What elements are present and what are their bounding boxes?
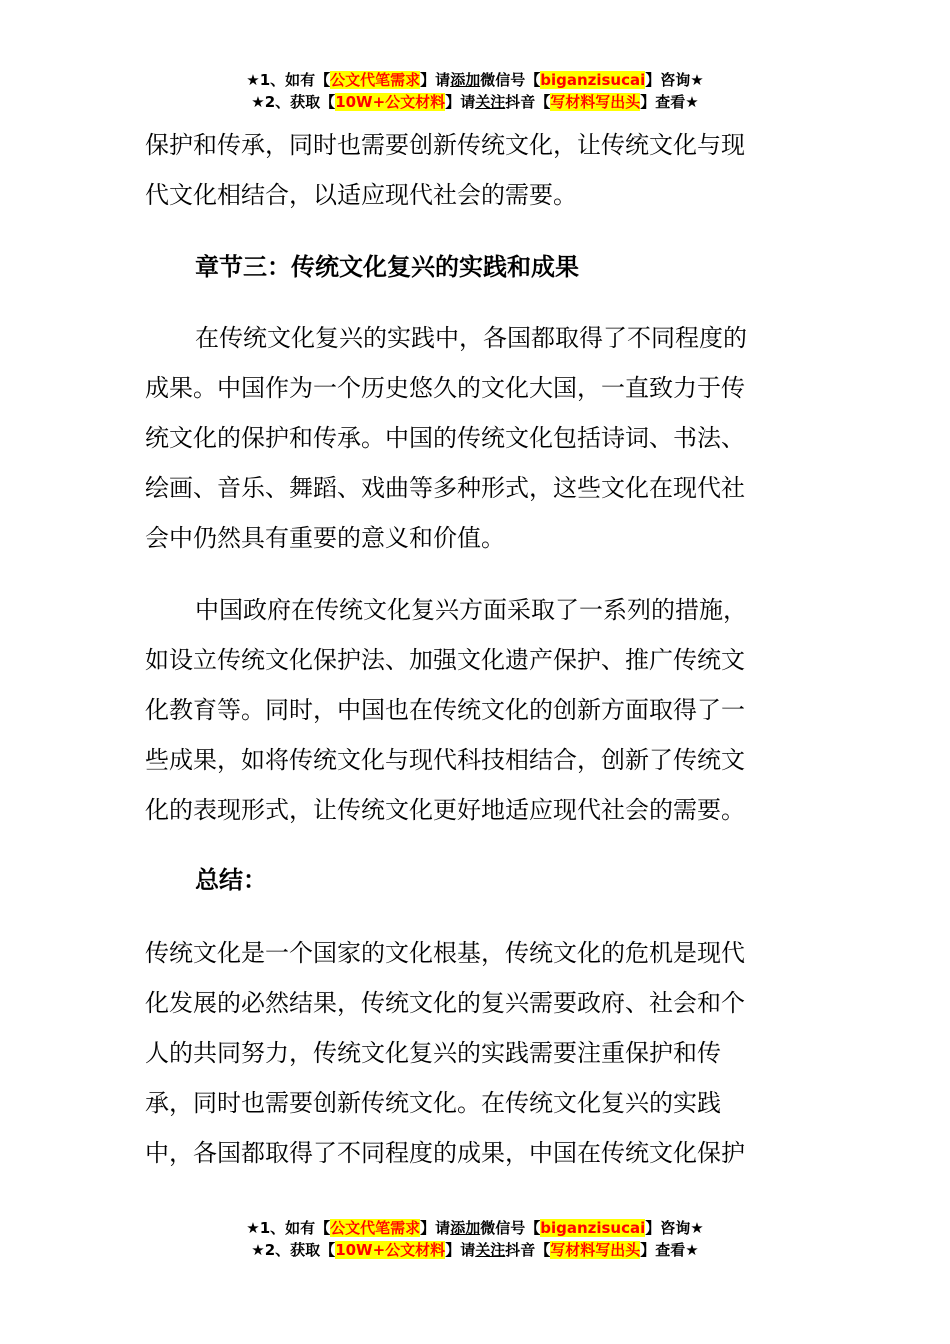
banner-text: 】请 xyxy=(420,1219,451,1237)
banner-text: 】请 xyxy=(445,1241,476,1259)
text-line: 化教育等。同时，中国也在传统文化的创新方面取得了一 xyxy=(145,696,745,724)
text-line: 中国政府在传统文化复兴方面采取了一系列的措施， xyxy=(195,596,747,624)
banner-highlight-douyin-id: 写材料写出头 xyxy=(550,93,641,111)
section-heading-chapter-3: 章节三：传统文化复兴的实践和成果 xyxy=(195,253,579,281)
text-line: 化发展的必然结果，传统文化的复兴需要政府、社会和个 xyxy=(145,989,745,1017)
banner-line-2 xyxy=(0,1239,950,1261)
banner-line-1 xyxy=(0,69,950,91)
banner-text: 】咨询★ xyxy=(645,71,704,89)
text-line: 如设立传统文化保护法、加强文化遗产保护、推广传统文 xyxy=(145,646,745,674)
banner-highlight-materials: 10W+公文材料 xyxy=(335,93,446,111)
banner-text: 】查看★ xyxy=(640,1241,699,1259)
banner-underline-add: 添加 xyxy=(450,1219,481,1237)
banner-text: 】请 xyxy=(445,93,476,111)
paragraph-continuation xyxy=(145,120,810,220)
banner-line-2 xyxy=(0,91,950,113)
header-banner xyxy=(0,69,950,113)
paragraph-government-measures xyxy=(145,585,810,835)
text-line: 在传统文化复兴的实践中，各国都取得了不同程度的 xyxy=(195,324,747,352)
text-line: 传统文化是一个国家的文化根基，传统文化的危机是现代 xyxy=(145,939,745,967)
paragraph-summary xyxy=(145,928,810,1178)
text-line: 保护和传承，同时也需要创新传统文化，让传统文化与现 xyxy=(145,131,745,159)
footer-banner xyxy=(0,1217,950,1261)
text-line: 会中仍然具有重要的意义和价值。 xyxy=(145,524,505,552)
banner-underline-add: 添加 xyxy=(450,71,481,89)
banner-text: 微信号【 xyxy=(480,1219,541,1237)
banner-text: 抖音【 xyxy=(505,1241,551,1259)
banner-highlight-wechat-id: biganzisucai xyxy=(540,71,646,89)
text-line: 代文化相结合，以适应现代社会的需要。 xyxy=(145,181,577,209)
banner-text: ★1、如有【 xyxy=(246,71,331,89)
banner-underline-follow: 关注 xyxy=(475,93,506,111)
text-line: 化的表现形式，让传统文化更好地适应现代社会的需要。 xyxy=(145,796,745,824)
banner-text: 】咨询★ xyxy=(645,1219,704,1237)
banner-line-1 xyxy=(0,1217,950,1239)
section-heading-summary: 总结： xyxy=(195,866,267,894)
paragraph-practice xyxy=(145,313,810,563)
banner-text: 】请 xyxy=(420,71,451,89)
banner-highlight-douyin-id: 写材料写出头 xyxy=(550,1241,641,1259)
banner-text: ★2、获取【 xyxy=(251,1241,336,1259)
banner-text: 微信号【 xyxy=(480,71,541,89)
text-line: 中，各国都取得了不同程度的成果，中国在传统文化保护 xyxy=(145,1139,745,1167)
banner-highlight-materials: 10W+公文材料 xyxy=(335,1241,446,1259)
banner-highlight-wechat-id: biganzisucai xyxy=(540,1219,646,1237)
banner-highlight-service: 公文代笔需求 xyxy=(330,71,421,89)
text-line: 绘画、音乐、舞蹈、戏曲等多种形式，这些文化在现代社 xyxy=(145,474,745,502)
text-line: 统文化的保护和传承。中国的传统文化包括诗词、书法、 xyxy=(145,424,745,452)
banner-highlight-service: 公文代笔需求 xyxy=(330,1219,421,1237)
banner-text: ★2、获取【 xyxy=(251,93,336,111)
banner-text: ★1、如有【 xyxy=(246,1219,331,1237)
banner-text: 抖音【 xyxy=(505,93,551,111)
text-line: 人的共同努力，传统文化复兴的实践需要注重保护和传 xyxy=(145,1039,721,1067)
banner-underline-follow: 关注 xyxy=(475,1241,506,1259)
banner-text: 】查看★ xyxy=(640,93,699,111)
text-line: 成果。中国作为一个历史悠久的文化大国，一直致力于传 xyxy=(145,374,745,402)
text-line: 些成果，如将传统文化与现代科技相结合，创新了传统文 xyxy=(145,746,745,774)
text-line: 承，同时也需要创新传统文化。在传统文化复兴的实践 xyxy=(145,1089,721,1117)
